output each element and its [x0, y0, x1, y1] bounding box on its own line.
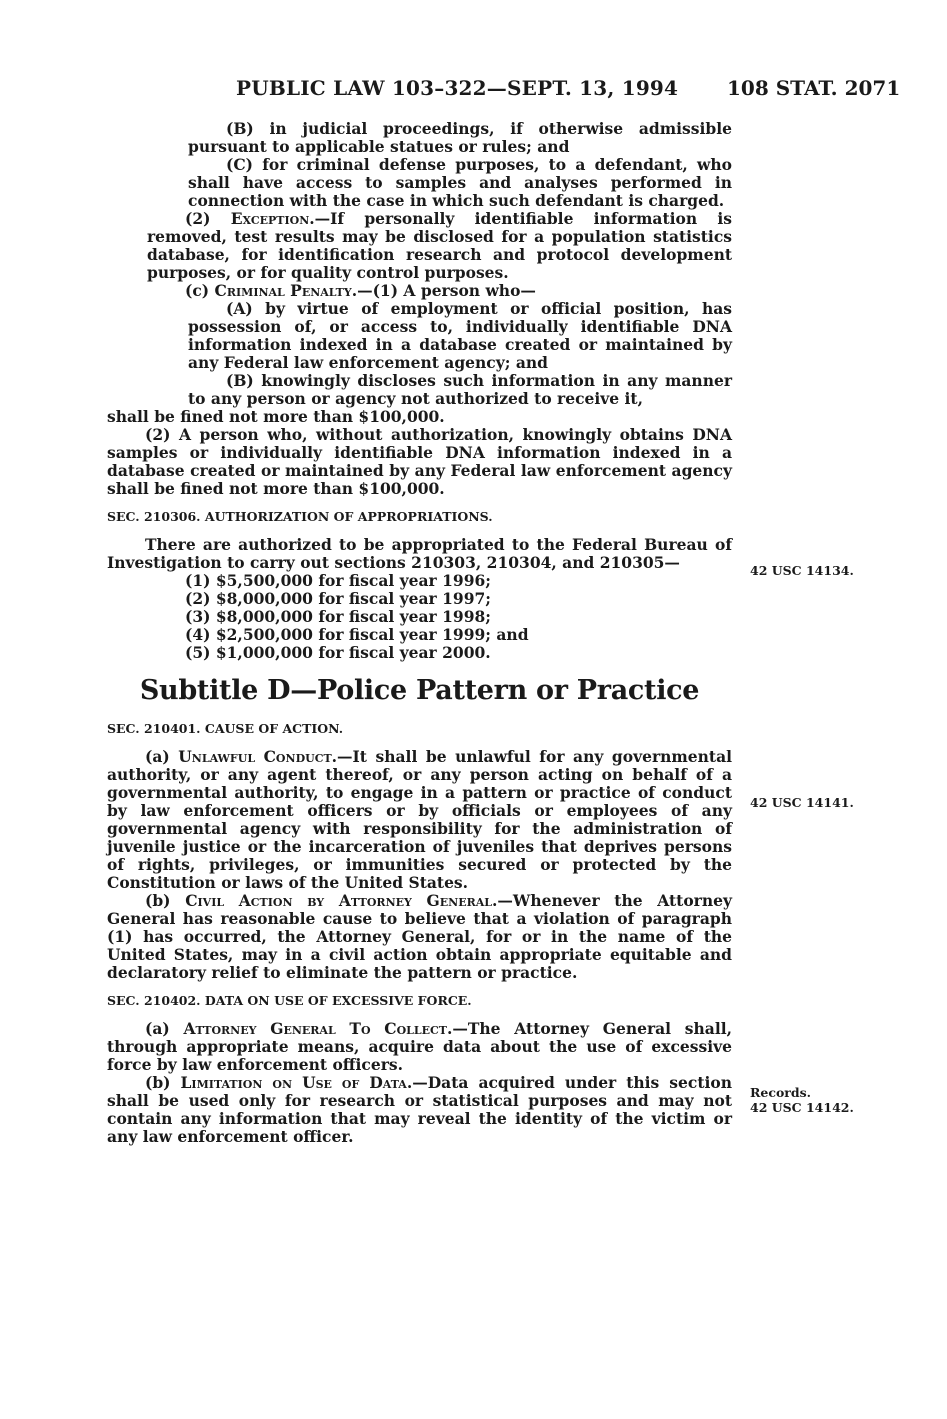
section-210402-heading: SEC. 210402. DATA ON USE OF EXCESSIVE FORCE. [107, 993, 472, 1008]
paragraph-2-person: (2) A person who, without authorization, knowingly obtains DNA samples or individually identifiable DNA information indexed in a database created or maintained by any Federal law enforcement agency shall be fined not more than $100,000. [107, 425, 732, 498]
section-210401-heading: SEC. 210401. CAUSE OF ACTION. [107, 721, 344, 736]
margin-note-14141: 42 USC 14141. [750, 795, 854, 810]
paragraph-a-employment: (A) by virtue of employment or official position, has possession of, or access to, individually identifiable DNA information indexed in a database created or maintained by any Federal law enforcement agency; and [188, 299, 732, 372]
paragraph-c-criminal-penalty: (c) Criminal Penalty.—(1) A person who— [185, 281, 536, 300]
margin-note-14142: 42 USC 14142. [750, 1100, 854, 1115]
list-item: (5) $1,000,000 for fiscal year 2000. [185, 643, 491, 662]
exception-label: Exception [230, 209, 310, 228]
unlawful-conduct-label: Unlawful Conduct [178, 747, 332, 766]
list-item: (4) $2,500,000 for fiscal year 1999; and [185, 625, 529, 644]
list-item: (3) $8,000,000 for fiscal year 1998; [185, 607, 491, 626]
attorney-general-collect-label: Attorney General To Collect [183, 1019, 447, 1038]
list-item: (1) $5,500,000 for fiscal year 1996; [185, 571, 491, 590]
body-text [107, 120, 732, 1146]
section-210402-b: (b) Limitation on Use of Data.—Data acquired under this section shall be used only for research or statistical purposes and may not contain any information that may reveal the identity of the victim or any law enforcement officer. [107, 1073, 732, 1146]
paragraph-b-discloses: (B) knowingly discloses such information in any manner to any person or agency not authorized to receive it, [188, 371, 732, 408]
section-210306-intro: There are authorized to be appropriated to the Federal Bureau of Investigation to carry out sections 210303, 210304, and 210305— [107, 535, 732, 572]
list-item: (2) $8,000,000 for fiscal year 1997; [185, 589, 491, 608]
paragraph-2-exception: (2) Exception.—If personally identifiable information is removed, test results may be disclosed for a population statistics database, for identification research and protocol development purposes, or for quality control purposes. [147, 209, 732, 282]
margin-note-14134: 42 USC 14134. [750, 563, 854, 578]
section-210401-b: (b) Civil Action by Attorney General.—Whenever the Attorney General has reasonable cause to believe that a violation of paragraph (1) has occurred, the Attorney General, for or in the name of the United States, may in a civil action obtain appropriate equitable and declaratory relief to eliminate the pattern or practice. [107, 891, 732, 982]
page-header-stat: 108 STAT. 2071 [727, 76, 901, 100]
civil-action-label: Civil Action by Attorney General [185, 891, 493, 910]
section-210402-a: (a) Attorney General To Collect.—The Attorney General shall, through appropriate means, acquire data about the use of excessive force by law enforcement officers. [107, 1019, 732, 1074]
appropriations-list [107, 572, 732, 662]
paragraph-b-judicial: (B) in judicial proceedings, if otherwise admissible pursuant to applicable statues or rules; and [188, 119, 732, 156]
subtitle-heading: Subtitle D—Police Pattern or Practice [139, 675, 700, 706]
section-210401-a: (a) Unlawful Conduct.—It shall be unlawful for any governmental authority, or any agent thereof, or any person acting on behalf of a governmental authority, to engage in a pattern or practice of conduct by law enforcement officers or by officials or employees of any governmental agency with responsibility for the administration of juvenile justice or the incarceration of juveniles that deprives persons of rights, privileges, or immunities secured or protected by the Constitution or laws of the United States. [107, 747, 733, 892]
paragraph-c-defense: (C) for criminal defense purposes, to a defendant, who shall have access to samples and analyses performed in connection with the case in which such defendant is charged. [188, 155, 732, 210]
limitation-label: Limitation on Use of Data [180, 1073, 407, 1092]
section-210306-heading: SEC. 210306. AUTHORIZATION OF APPROPRIATIONS. [107, 509, 493, 524]
paragraph-fine: shall be fined not more than $100,000. [107, 407, 445, 426]
criminal-penalty-label: Criminal Penalty [214, 281, 352, 300]
page-header-title: PUBLIC LAW 103–322—SEPT. 13, 1994 [236, 76, 679, 100]
margin-note-records: Records. [750, 1085, 812, 1100]
